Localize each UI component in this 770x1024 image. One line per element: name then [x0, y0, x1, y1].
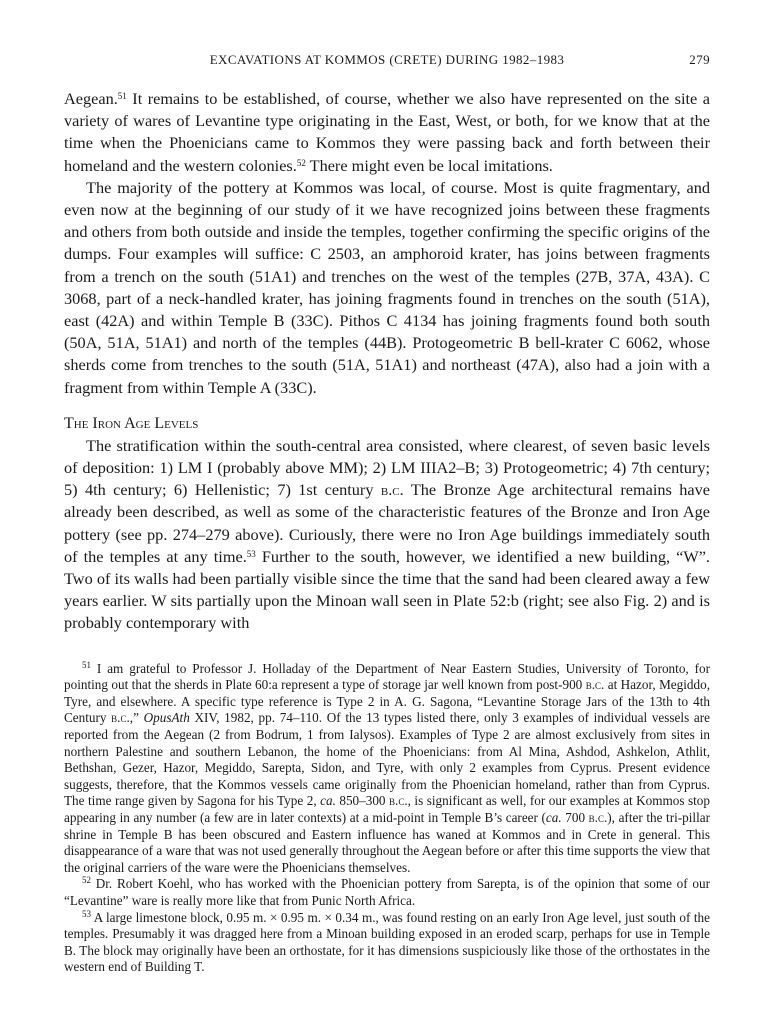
- paragraph-1: Aegean.$^{51}$ It remains to be established, of course, whether we also have represented on the site a variety of wares of Levantine type originating in the East, West, or both, for we know that at the time when the Phoenicians came to Kommos they were passing back and forth between their homeland and the western colonies.$^{52}$ There might even be local imitations.: [64, 89, 710, 175]
- paragraph-3: The stratification within the south-central area consisted, where clearest, of seven basic levels of deposition: 1) LM I (probably above MM); 2) LM IIIA2–B; 3) Protogeometric; 4) 7th century; 5) 4th century; 6) Hellenistic; 7) 1st century b.c. The Bronze Age architectural remains have already been described, as well as some of the characteristic features of the Bronze and Iron Age pottery (see pp. 274–279 above). Curiously, there were no Iron Age buildings immediately south of the temples at any time.$^{53}$ Further to the south, however, we identified a new building, “W”. Two of its walls had been partially visible since the time that the sand had been cleared away a few years earlier. W sits partially upon the Minoan wall seen in Plate 52:b (right; see also Fig. 2) and is probably contemporary with: [64, 435, 710, 633]
- footnote-53: $^{53}$ A large limestone block, 0.95 m. × 0.95 m. × 0.34 m., was found resting on an early Iron Age level, just south of the temples. Presumably it was dragged here from a Minoan building exposed in an eroded scarp, perhaps for use in Temple B. The block may originally have been an orthostate, for it has dimensions suspiciously like those of the orthostates in the western end of Building T.: [64, 908, 710, 975]
- footnote-ref-52[interactable]: 52: [296, 157, 306, 168]
- journal-title: OpusAth: [143, 710, 190, 726]
- section-heading: The Iron Age Levels: [64, 414, 199, 432]
- page-number: 279: [689, 52, 710, 67]
- footnote-52: $^{52}$ Dr. Robert Koehl, who has worked with the Phoenician pottery from Sarepta, is of the opinion that some of our “Levantine” ware is really more like that from Punic North Africa.: [64, 875, 710, 908]
- footnote-ref-53[interactable]: 53: [246, 548, 256, 559]
- page: [64, 52, 710, 976]
- footnote-ref-51[interactable]: 51: [117, 91, 127, 101]
- footnotes: [64, 661, 710, 976]
- paragraph-2: The majority of the pottery at Kommos was local, of course. Most is quite fragmentary, and even now at the beginning of our study of it we have recognized joins between these fragments and others from both outside and inside the temples, together confirming the specific origins of the dumps. Four examples will suffice: C 2503, an amphoroid krater, has joins between fragments from a trench on the south (51A1) and trenches on the west of the temples (27B, 37A, 43A). C 3068, part of a neck-handled krater, has joining fragments found in trenches on the south (51A), east (42A) and within Temple B (33C). Pithos C 4134 has joining fragments found both south (50A, 51A, 51A1) and north of the temples (44B). Protogeometric B bell-krater C 6062, whose sherds come from trenches to the south (51A, 51A1) and northeast (47A), also had a join with a fragment from within Temple A (33C).: [64, 177, 710, 397]
- running-title: EXCAVATIONS AT KOMMOS (CRETE) DURING 1982–1983: [209, 52, 565, 67]
- footnote-51: $^{51}$ I am grateful to Professor J. Holladay of the Department of Near Eastern Studies, University of Toronto, for pointing out that the sherds in Plate 60:a represent a type of storage jar well known from post-900 b.c. at Hazor, Megiddo, Tyre, and elsewhere. A specific type reference is Type 2 in A. G. Sagona, “Levantine Storage Jars of the 13th to 4th Century b.c.,” OpusAth XIV, 1982, pp. 74–110. Of the 13 types listed there, only 3 examples of individual vessels are reported from the Aegean (2 from Bodrum, 1 from Ialysos). Examples of Type 2 are almost exclusively from sites in northern Palestine and southern Lebanon, the home of the Phoenicians: from Al Mina, Ashdod, Ashkelon, Athlit, Bethshan, Gezer, Hazor, Megiddo, Sarepta, Sidon, and Tyre, with only 2 examples from Cyprus. Present evidence suggests, therefore, that the Kommos vessels came originally from the Phoenician homeland, rather than from Cyprus. The time range given by Sagona for his Type 2, ca. 850–300 b.c., is significant as well, for our examples at Kommos stop appearing in any number (a few are in later contexts) at a mid-point in Temple B’s career (ca. 700 b.c.), after the tri-pillar shrine in Temple B has been obscured and Eastern influence has waned at Kommos and in Crete in general. This disappearance of a ware that was not used generally throughout the Aegean before or after this time supports the view that the original carriers of the ware were the Phoenicians themselves.: [64, 659, 710, 875]
- running-head: [64, 52, 710, 74]
- body-text: [64, 88, 710, 635]
